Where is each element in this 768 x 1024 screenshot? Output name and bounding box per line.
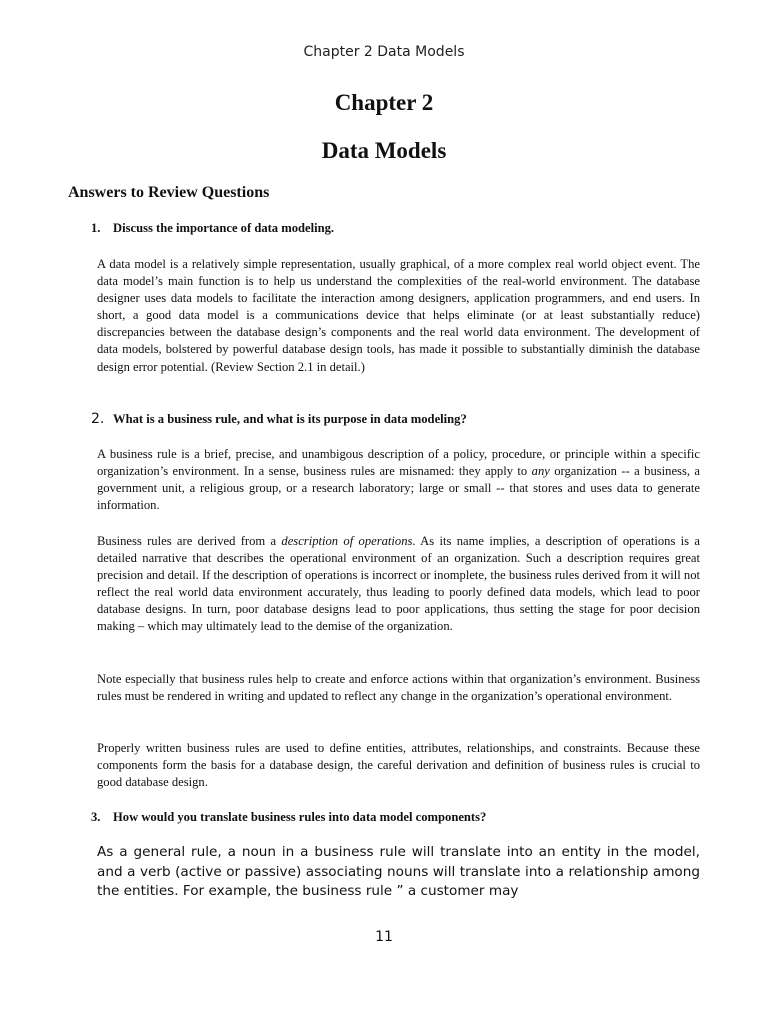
answer-2-paragraph-3: Note especially that business rules help to create and enforce actions within that organization’s environment. Business rules must be rendered in writing and updated to reflect any change in the organization’s operational environment. bbox=[97, 672, 700, 704]
question-text: How would you translate business rules into data model components? bbox=[113, 810, 487, 824]
question-3 bbox=[91, 810, 486, 825]
page-number: 11 bbox=[375, 929, 393, 945]
question-number: 3. bbox=[91, 810, 101, 824]
section-heading: Answers to Review Questions bbox=[68, 184, 270, 201]
question-number: 1. bbox=[91, 221, 101, 235]
answer-3-paragraph: As a general rule, a noun in a business rule will translate into an entity in the model, and a verb (active or passive) associating nouns will translate into a relationship among the entities. For example, the business rule ” a customer may bbox=[97, 844, 700, 899]
emphasis-any: any bbox=[531, 464, 550, 479]
question-2 bbox=[91, 411, 467, 427]
question-number: 2. bbox=[91, 411, 105, 427]
answer-1-paragraph: A data model is a relatively simple representation, usually graphical, of a more complex real world object event. The data model’s main function is to help us understand the complexities of the real-world environment. The database designer uses data models to facilitate the interaction among designers, application programmers, and end users. In short, a good data model is a communications device that helps eliminate (or at least substantially reduce) discrepancies between the database design’s components and the real world data environment. The development of data models, bolstered by powerful database design tools, has made it possible to substantially diminish the database design error potential. (Review Section 2.1 in detail.) bbox=[97, 257, 700, 374]
question-text: Discuss the importance of data modeling. bbox=[113, 221, 335, 235]
running-header: Chapter 2 Data Models bbox=[303, 44, 465, 60]
question-text: What is a business rule, and what is its purpose in data modeling? bbox=[113, 412, 467, 426]
emphasis-description-of-operations: description of operations bbox=[281, 534, 413, 548]
answer-2-paragraph-4: Properly written business rules are used to define entities, attributes, relationships, and constraints. Because these components form the basis for a database design, the careful derivation and definition of business rules is crucial to good database design. bbox=[97, 741, 700, 790]
answer-2-paragraph-1: A business rule is a brief, precise, and unambigous description of a policy, procedure, or principle within a specific organization’s environment. In a sense, business rules are misnamed: they apply to any organization -- a business, a government unit, a religious group, or a research laboratory; large or small -- that stores and uses data to generate information. bbox=[97, 447, 701, 513]
chapter-title: Chapter 2 bbox=[334, 90, 434, 115]
answer-2-paragraph-2: Business rules are derived from a description of operations. As its name implies, a description of operations is a detailed narrative that describes the operational environment of an organization. Such a description requires great precision and detail. If the description of operations is incorrect or inomplete, the business rules derived from it will not reflect the real world data environment accurately, thus leading to poorly defined data models, which lead to poor database designs. In turn, poor database designs lead to poor applications, thus setting the stage for poor decision making – which may ultimately lead to the demise of the organization. bbox=[97, 534, 700, 634]
chapter-subtitle: Data Models bbox=[321, 138, 447, 163]
question-1 bbox=[91, 221, 334, 236]
